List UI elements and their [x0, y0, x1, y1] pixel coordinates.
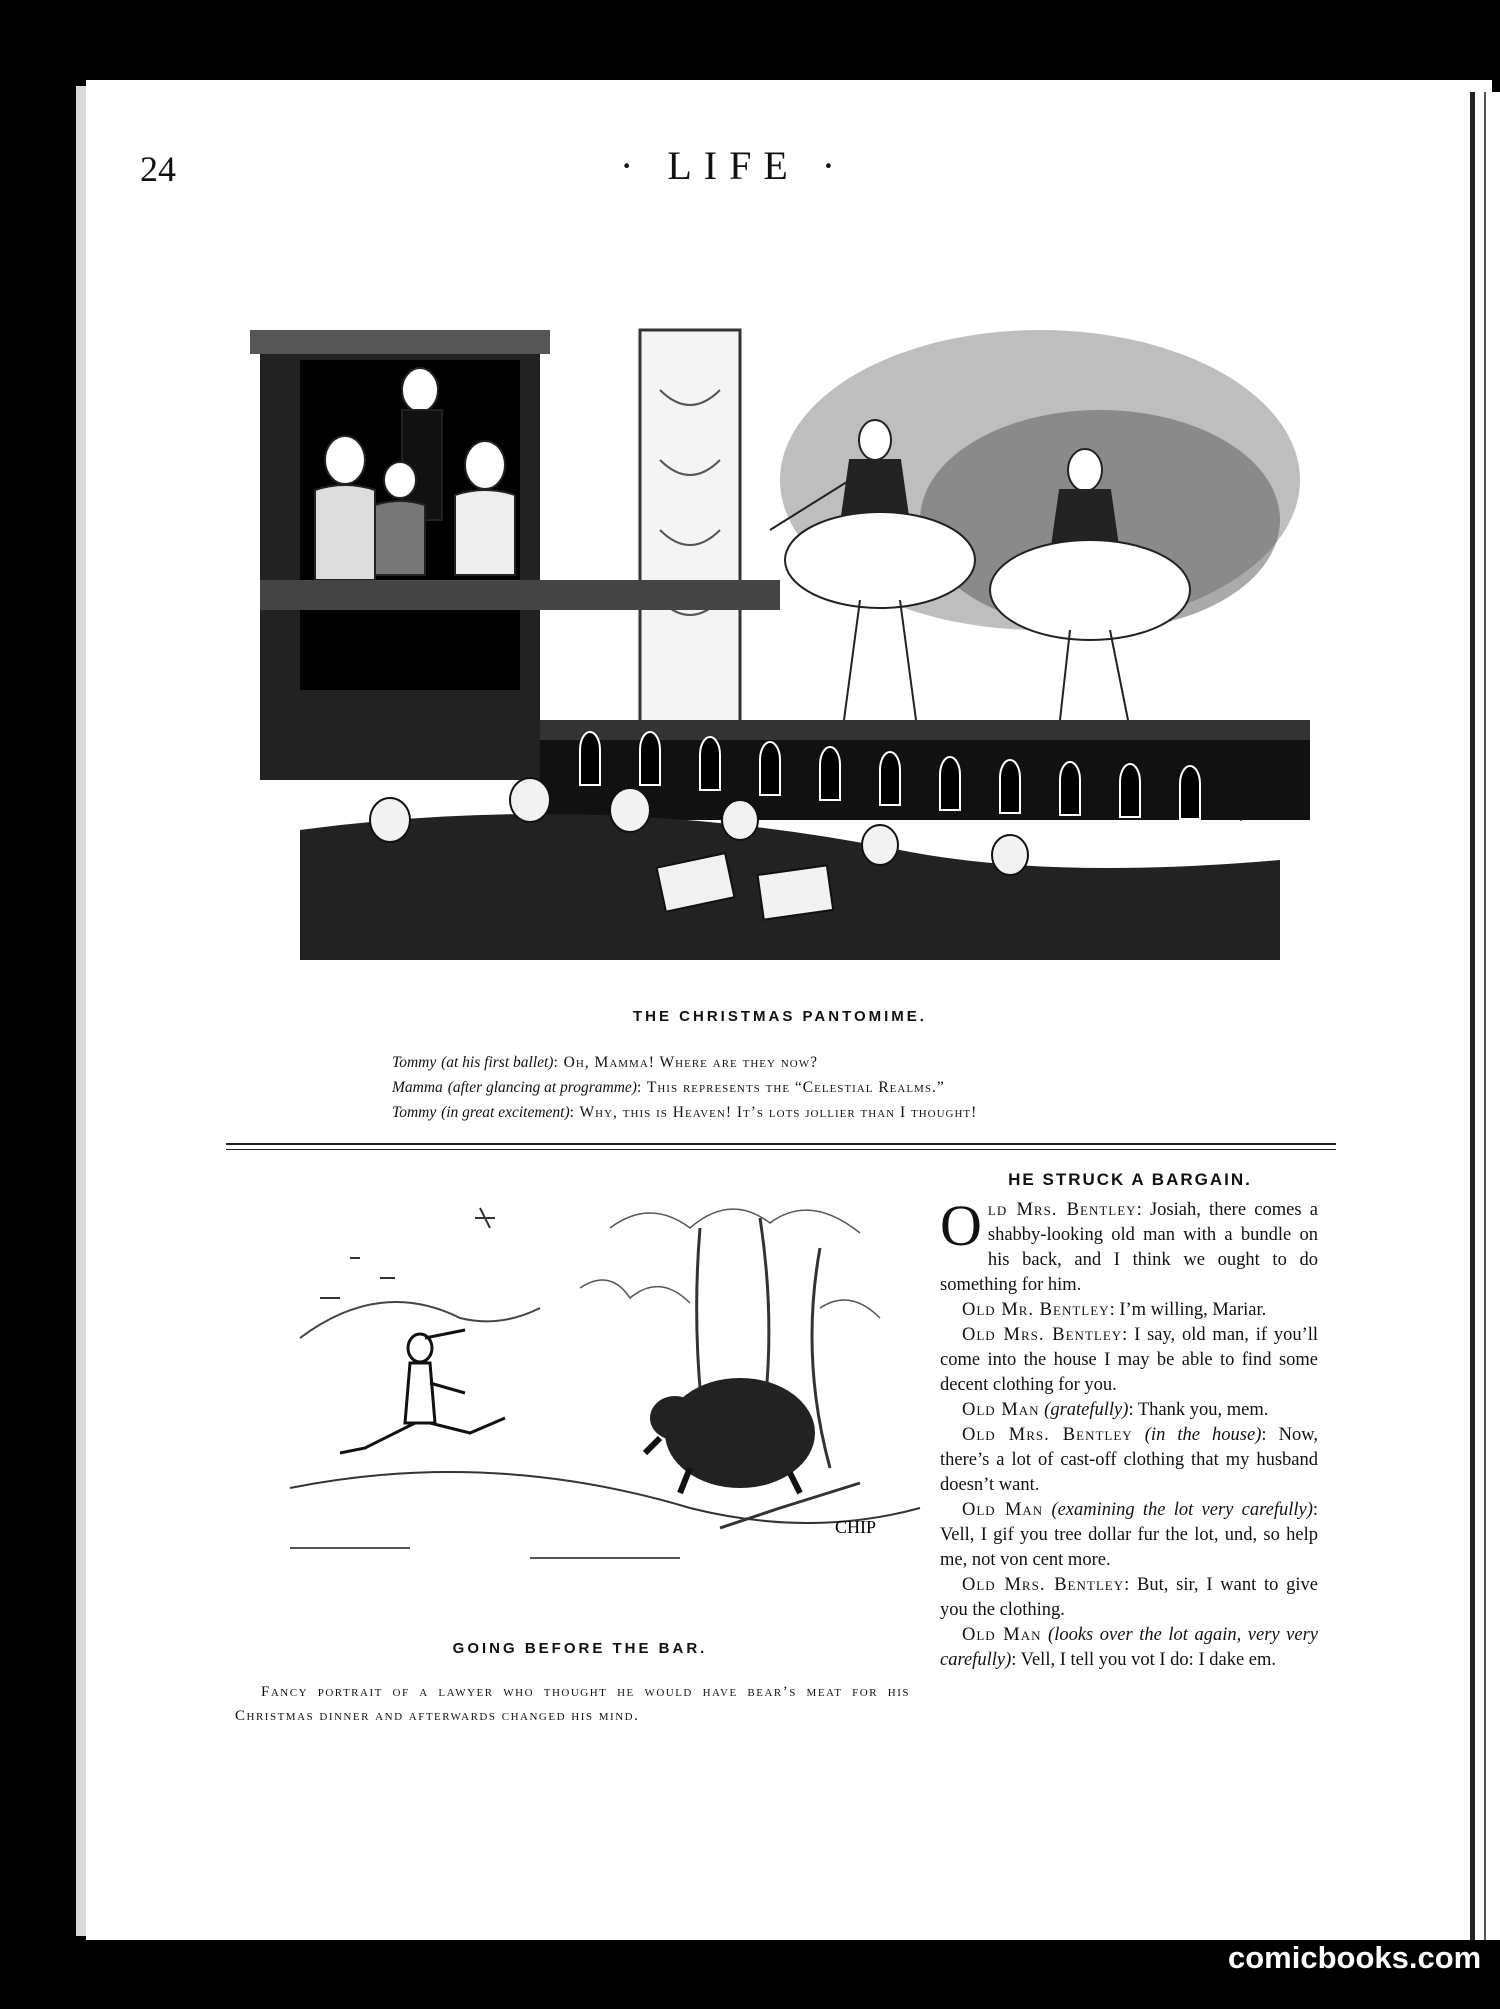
speaker: ld Mrs. Bentley	[987, 1200, 1137, 1220]
stage-direction: (in the house)	[1144, 1425, 1262, 1445]
dialogue-speech: : Oh, Mamma! Where are they now?	[553, 1054, 818, 1071]
dialogue-line	[392, 1075, 1352, 1100]
dialogue-speaker: Tommy	[392, 1054, 437, 1071]
section-divider	[226, 1143, 1336, 1145]
bottom-cartoon-caption: Fancy portrait of a lawyer who thought he would have bear’s meat for his Christmas dinner and afterwards changed his mind.	[235, 1684, 910, 1724]
speaker: Old Mrs. Bentley	[962, 1575, 1125, 1595]
stage-direction: (examining the lot very carefully)	[1051, 1500, 1313, 1520]
story-heading: HE STRUCK A BARGAIN.	[1008, 1170, 1252, 1189]
stage-direction: (gratefully)	[1044, 1400, 1129, 1420]
dialogue-speaker: Mamma	[392, 1079, 443, 1096]
story-paragraph: Old Man (examining the lot very carefully): Vell, I gif you tree dollar fur the lot, und, so help me, not von cent more.	[940, 1500, 1319, 1570]
dialogue-speech: : Why, this is Heaven! It’s lots jollier than I thought!	[569, 1104, 978, 1121]
christmas-pantomime-illustration	[240, 300, 1330, 960]
speaker: Old Mrs. Bentley	[962, 1425, 1133, 1445]
speaker: Old Man	[962, 1625, 1042, 1645]
next-page-edge	[1462, 92, 1500, 1940]
story-paragraph: Old Mrs. Bentley (in the house): Now, there’s a lot of cast-off clothing that my husband doesn’t want.	[940, 1425, 1318, 1495]
story-paragraph: Old Man (looks over the lot again, very very carefully): Vell, I tell you vot I do: I dake em.	[940, 1625, 1318, 1670]
story-paragraph: Old Mrs. Bentley: But, sir, I want to give you the clothing.	[940, 1575, 1319, 1620]
story-paragraph: Old Man (gratefully): Thank you, mem.	[962, 1400, 1269, 1420]
top-cartoon-dialogue	[392, 1050, 1352, 1125]
top-cartoon-title: THE CHRISTMAS PANTOMIME.	[633, 1008, 927, 1025]
dialogue-speech: : This represents the “Celestial Realms.”	[636, 1079, 945, 1096]
speaker: Old Man	[962, 1400, 1040, 1420]
section-divider	[226, 1149, 1336, 1150]
dialogue-direction: (after glancing at programme)	[447, 1079, 637, 1096]
artist-signature: CHIP	[835, 1517, 877, 1537]
dialogue-line	[392, 1050, 1352, 1075]
story-paragraph: Old Mr. Bentley: I’m willing, Mariar.	[962, 1300, 1267, 1320]
drop-cap: O	[940, 1193, 982, 1258]
dialogue-direction: (in great excitement)	[441, 1104, 570, 1121]
dialogue-line	[392, 1100, 1352, 1125]
story-paragraph: Old Mrs. Bentley: I say, old man, if you’ll come into the house I may be able to find some decent clothing for you.	[940, 1325, 1319, 1395]
masthead-title: · LIFE ·	[620, 143, 848, 188]
speaker: Old Man	[962, 1500, 1044, 1520]
dialogue-speaker: Tommy	[392, 1104, 437, 1121]
bottom-cartoon-title: GOING BEFORE THE BAR.	[452, 1640, 708, 1657]
going-before-the-bar-illustration	[280, 1188, 930, 1588]
speaker: Old Mrs. Bentley	[962, 1325, 1123, 1345]
stage-direction: (looks over the lot again, very very carefully)	[940, 1625, 1318, 1670]
story-body	[940, 1193, 1319, 1673]
speaker: Old Mr. Bentley	[962, 1300, 1110, 1320]
page-number: 24	[140, 149, 176, 189]
story-paragraph: Old Mrs. Bentley: Josiah, there comes a shabby-looking old man with a bundle on his back, and I think we ought to do something for him.	[940, 1193, 1318, 1295]
watermark: comicbooks.com	[1228, 1940, 1482, 1975]
dialogue-direction: (at his first ballet)	[441, 1054, 554, 1071]
